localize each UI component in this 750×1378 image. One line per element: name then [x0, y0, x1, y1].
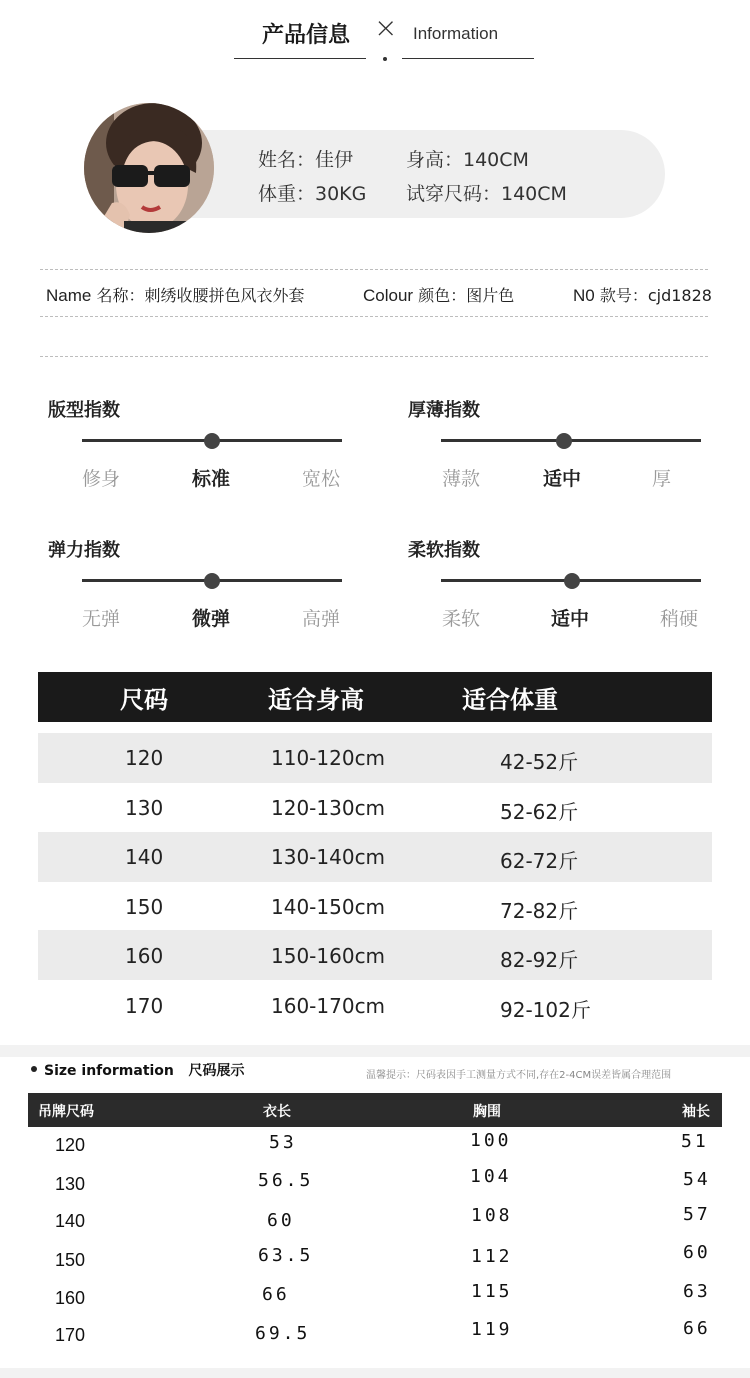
table-cell: 66 — [262, 1284, 290, 1305]
table-cell: 92-102斤 — [500, 998, 591, 1022]
table-cell: 120-130cm — [271, 796, 386, 820]
softness-index-label: 柔软 — [442, 608, 481, 630]
model-avatar — [84, 103, 214, 233]
table-cell: 53 — [269, 1132, 297, 1153]
softness-index-label: 稍硬 — [660, 608, 699, 630]
fit-index-label: 修身 — [82, 468, 121, 490]
section-title: 产品信息 — [262, 23, 351, 48]
cross-icon: × — [374, 11, 398, 44]
table-cell: 104 — [470, 1166, 512, 1187]
dashed-divider — [40, 269, 708, 270]
model-weight: 体重：30KG — [258, 183, 367, 205]
table-cell: 150 — [125, 895, 164, 919]
dashed-divider — [40, 356, 708, 357]
table-cell: 100 — [470, 1130, 512, 1151]
table-cell: 150 — [55, 1250, 86, 1270]
table-cell: 42-52斤 — [500, 750, 579, 774]
table-cell: 120 — [55, 1135, 86, 1155]
table-cell: 112 — [471, 1246, 513, 1267]
model-name: 姓名：佳伊 — [258, 149, 354, 171]
table-cell: 60 — [683, 1242, 711, 1263]
table-cell: 63 — [683, 1281, 711, 1302]
softness-index-marker — [564, 573, 580, 589]
dashed-divider — [40, 316, 708, 317]
measure-table-header-cell: 胸围 — [473, 1104, 501, 1120]
fit-index-label: 标准 — [192, 468, 231, 490]
size-table-header-cell: 适合身高 — [268, 686, 364, 714]
elasticity-index-label: 微弹 — [192, 608, 231, 630]
bottom-separator — [0, 1368, 750, 1378]
table-cell: 108 — [471, 1205, 513, 1226]
softness-index-label: 适中 — [551, 608, 590, 630]
table-cell: 115 — [471, 1281, 513, 1302]
bullet-dot — [31, 1066, 37, 1072]
thickness-index-marker — [556, 433, 572, 449]
product-colour-value: 颜色：图片色 — [418, 286, 515, 305]
fit-index-marker — [204, 433, 220, 449]
table-cell: 130 — [125, 796, 164, 820]
table-cell: 62-72斤 — [500, 849, 579, 873]
table-cell: 82-92斤 — [500, 948, 579, 972]
elasticity-index-marker — [204, 573, 220, 589]
table-cell: 130 — [55, 1174, 86, 1194]
table-cell: 140 — [55, 1211, 86, 1231]
table-cell: 69.5 — [255, 1323, 311, 1344]
size-table-header-cell: 适合体重 — [462, 686, 558, 714]
table-cell: 170 — [125, 994, 164, 1018]
product-number — [573, 283, 712, 306]
size-info-title: Size information 尺码展示 — [44, 1063, 245, 1079]
header-divider-right — [402, 58, 534, 59]
section-separator — [0, 1045, 750, 1057]
measure-table-header-cell: 衣长 — [263, 1104, 291, 1120]
thickness-index-label: 适中 — [543, 468, 582, 490]
model-height: 身高：140CM — [406, 149, 529, 171]
size-info-note: 温馨提示：尺码表因手工测量方式不同,存在2-4CM误差皆属合理范围 — [366, 1070, 672, 1081]
model-try-size: 试穿尺码：140CM — [406, 183, 567, 205]
header-divider-left — [234, 58, 366, 59]
table-cell: 54 — [683, 1169, 711, 1190]
table-cell: 51 — [681, 1131, 709, 1152]
thickness-index-label: 薄款 — [442, 468, 481, 490]
table-cell: 120 — [125, 746, 164, 770]
elasticity-index-label: 无弹 — [82, 608, 121, 630]
table-cell: 56.5 — [258, 1170, 314, 1191]
table-cell: 140 — [125, 845, 164, 869]
table-cell: 72-82斤 — [500, 899, 579, 923]
table-cell: 170 — [55, 1325, 86, 1345]
table-cell: 119 — [471, 1319, 513, 1340]
product-name-value: 名称：刺绣收腰拼色风衣外套 — [96, 286, 305, 305]
table-cell: 160 — [125, 944, 164, 968]
header-dot — [383, 57, 387, 61]
section-title-en: Information — [413, 24, 499, 43]
measure-table-header — [28, 1093, 722, 1127]
measure-table-header-cell: 吊牌尺码 — [38, 1104, 94, 1120]
table-cell: 57 — [683, 1204, 711, 1225]
product-number-en: N0 — [573, 286, 595, 305]
table-cell: 150-160cm — [271, 944, 386, 968]
table-cell: 60 — [267, 1210, 295, 1231]
table-cell: 110-120cm — [271, 746, 386, 770]
table-cell: 140-150cm — [271, 895, 386, 919]
table-cell: 160-170cm — [271, 994, 386, 1018]
table-cell: 52-62斤 — [500, 800, 579, 824]
thickness-index-title: 厚薄指数 — [408, 400, 480, 421]
product-number-value: 款号：cjd1828 — [599, 286, 712, 305]
product-name-en: Name — [46, 286, 92, 305]
product-colour — [363, 283, 514, 306]
product-name — [46, 283, 304, 306]
table-cell: 66 — [683, 1318, 711, 1339]
elasticity-index-title: 弹力指数 — [48, 540, 120, 561]
table-cell: 160 — [55, 1288, 86, 1308]
elasticity-index-label: 高弹 — [302, 608, 341, 630]
fit-index-label: 宽松 — [302, 468, 341, 490]
measure-table-header-cell: 袖长 — [682, 1104, 710, 1120]
table-cell: 130-140cm — [271, 845, 386, 869]
size-table-header-cell: 尺码 — [120, 686, 168, 714]
product-colour-en: Colour — [363, 286, 414, 305]
softness-index-title: 柔软指数 — [408, 540, 480, 561]
fit-index-title: 版型指数 — [48, 400, 120, 421]
thickness-index-label: 厚 — [652, 468, 672, 490]
table-cell: 63.5 — [258, 1245, 314, 1266]
